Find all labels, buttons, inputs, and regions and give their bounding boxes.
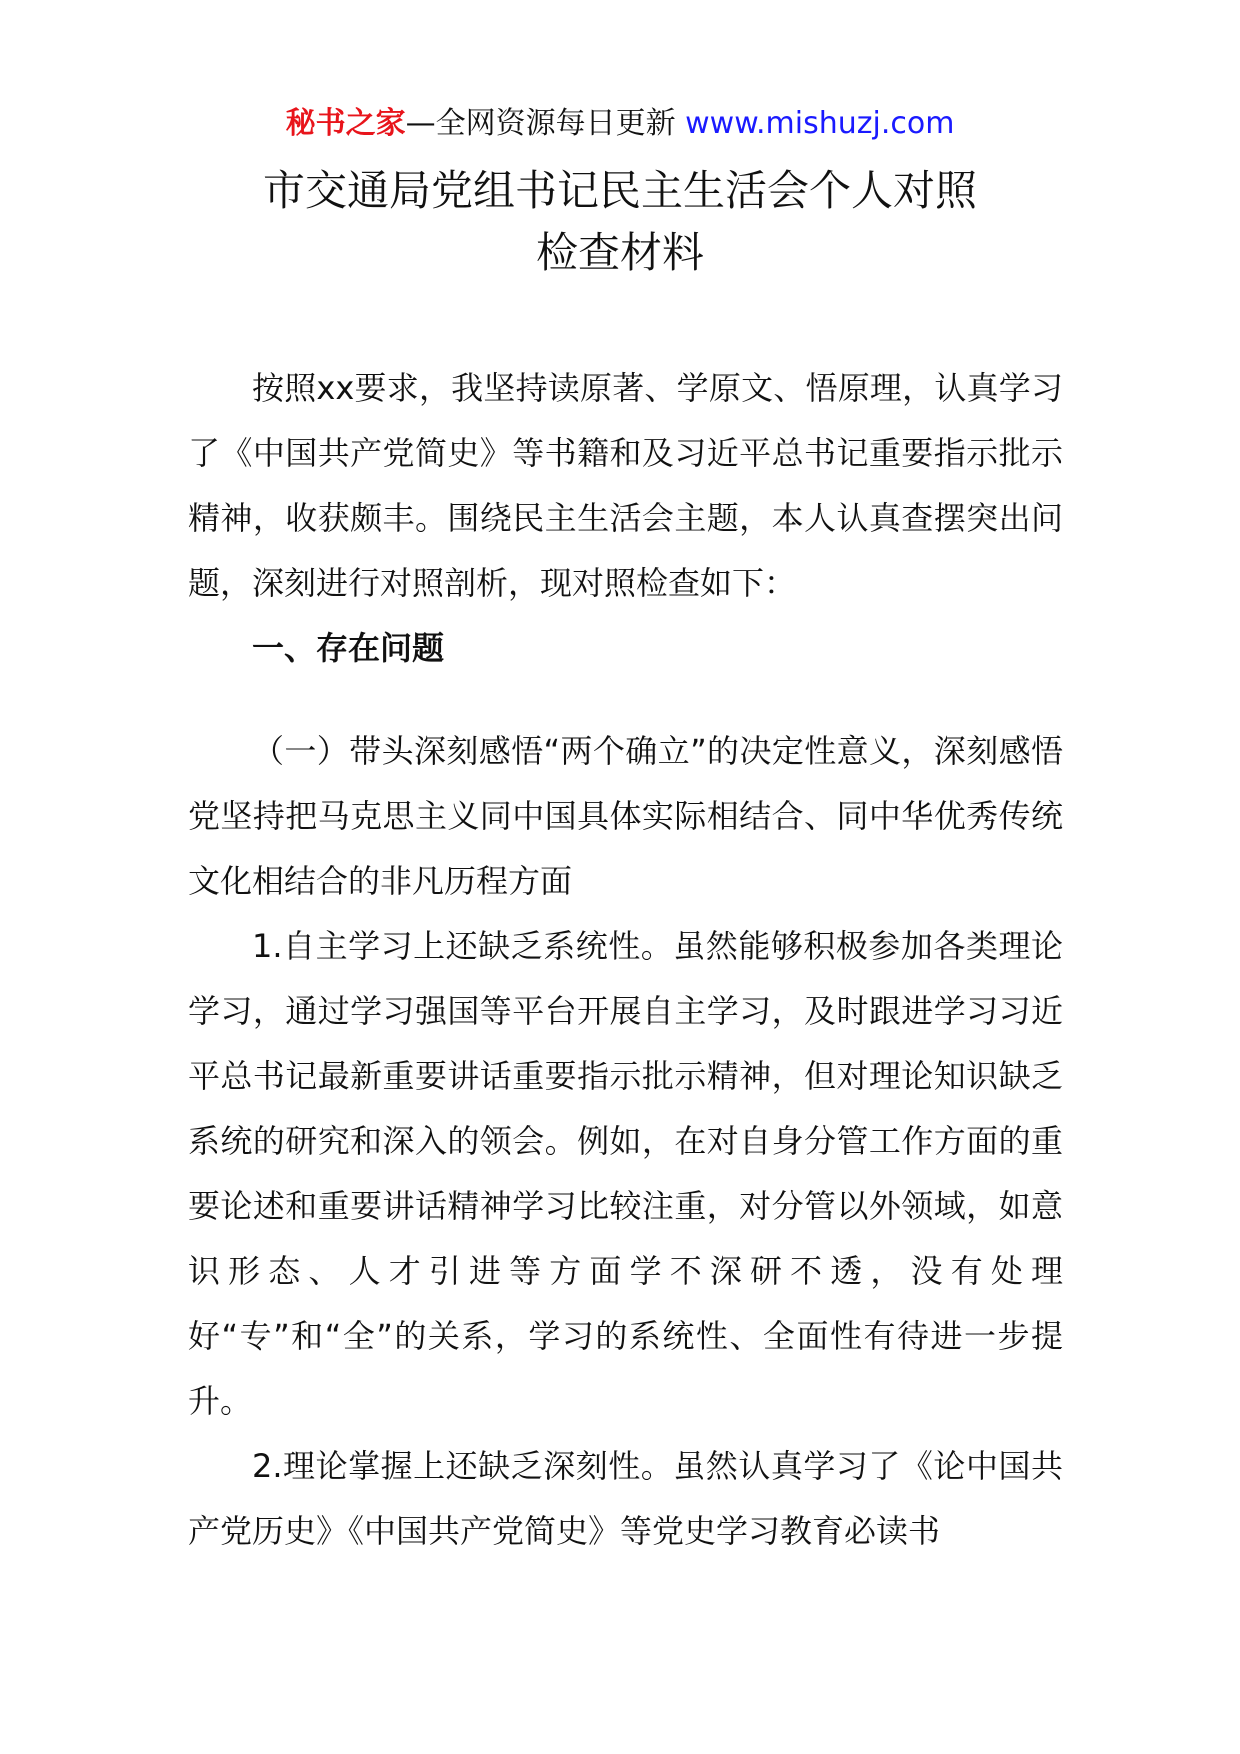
document-body [188,356,1063,1564]
section-heading: 一、存在问题 [252,629,445,667]
item-paragraph-1: 1.自主学习上还缺乏系统性。虽然能够积极参加各类理论学习，通过学习强国等平台开展自主学习，及时跟进学习习近平总书记最新重要讲话重要指示批示精神，但对理论知识缺乏系统的研究和深入的领会。例如，在对自身分管工作方面的重要论述和重要讲话精神学习比较注重，对分管以外领域，如意识形态、人才引进等方面学不深研不透，没有处理好“专”和“全”的关系，学习的系统性、全面性有待进一步提升。 [188,927,1063,1420]
title-line-1: 市交通局党组书记民主生活会个人对照 [262,166,977,215]
item-paragraph-2: 2.理论掌握上还缺乏深刻性。虽然认真学习了《论中国共产党历史》《中国共产党简史》等党史学习教育必读书 [188,1447,1063,1550]
intro-paragraph: 按照xx要求，我坚持读原著、学原文、悟原理，认真学习了《中国共产党简史》等书籍和及习近平总书记重要指示批示精神，收获颇丰。围绕民主生活会主题，本人认真查摆突出问题，深刻进行对照剖析，现对照检查如下： [188,369,1063,602]
header-tagline: —全网资源每日更新 [405,106,676,141]
title-line-2: 检查材料 [535,228,704,277]
brand-name: 秘书之家 [285,106,406,141]
spacer [188,681,1063,719]
subsection-heading: （一）带头深刻感悟“两个确立”的决定性意义，深刻感悟党坚持把马克思主义同中国具体实际相结合、同中华优秀传统文化相结合的非凡历程方面 [188,732,1063,900]
watermark-header [0,100,1240,148]
document-title [0,160,1240,284]
header-url[interactable]: www.mishuzj.com [685,106,955,141]
